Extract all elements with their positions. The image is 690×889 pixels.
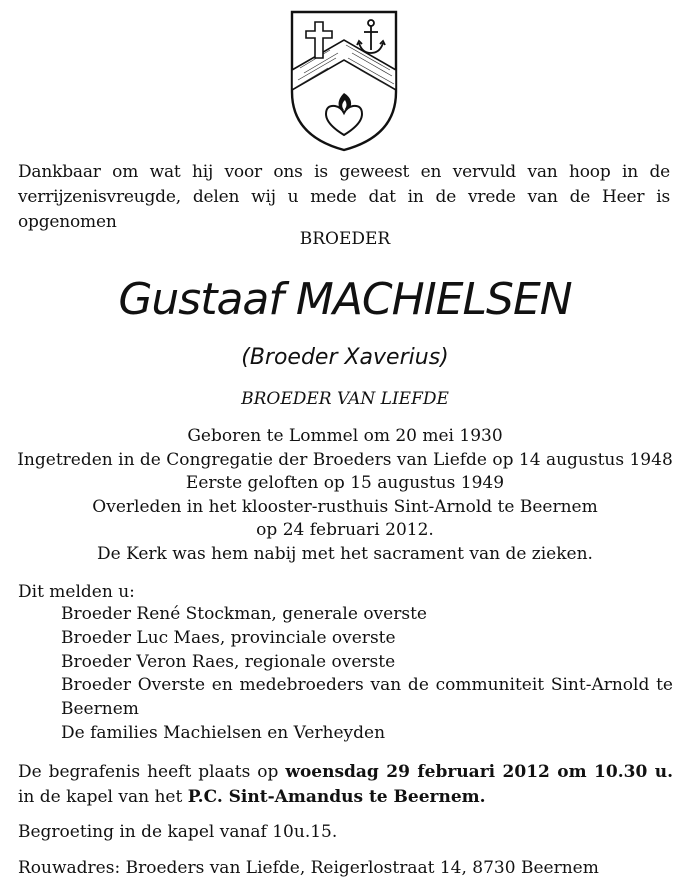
religious-name: (Broeder Xaverius) [241, 345, 449, 370]
funeral-prefix: De begrafenis heeft plaats op [18, 762, 279, 782]
list-item: Broeder Overste en medebroeders van de communiteit Sint-Arnold te [61, 675, 673, 696]
announced-by-heading: Dit melden u: [18, 582, 135, 602]
funeral-date-time: woensdag 29 februari 2012 om 10.30 u. [285, 762, 674, 782]
condolence-info: Begroeting in de kapel vanaf 10u.15. [18, 822, 338, 842]
death-place-line: Overleden in het klooster-rusthuis Sint-Arnold te Beernem [92, 496, 598, 517]
birth-line: Geboren te Lommel om 20 mei 1930 [187, 426, 503, 446]
coat-of-arms [290, 10, 398, 152]
list-item: Broeder Veron Raes, regionale overste [61, 651, 396, 672]
list-item: Beernem [61, 699, 139, 720]
list-item: Broeder René Stockman, generale overste [61, 604, 427, 624]
vows-line: Eerste geloften op 15 augustus 1949 [185, 473, 505, 493]
death-date-line: op 24 februari 2012. [256, 520, 434, 540]
funeral-mid: in de kapel van het [18, 787, 183, 807]
funeral-notice [18, 760, 673, 810]
mourning-address: Rouwadres: Broeders van Liefde, Reigerlostraat 14, 8730 Beernem [18, 858, 599, 878]
religious-order: BROEDER VAN LIEFDE [241, 389, 449, 409]
list-item: De families Machielsen en Verheyden [61, 722, 386, 743]
deceased-name: Gustaaf MACHIELSEN [118, 274, 572, 325]
sacrament-line: De Kerk was hem nabij met het sacrament van de zieken. [97, 543, 593, 564]
intro-text: Dankbaar om wat hij voor ons is geweest en vervuld van hoop in de verrijzenisvreugde, delen wij u mede dat in de vrede van de Heer is opgenomen [18, 162, 670, 232]
announced-by-list [61, 603, 673, 746]
list-item: Broeder Luc Maes, provinciale overste [61, 627, 396, 648]
deceased-title: BROEDER [299, 229, 391, 249]
entry-line: Ingetreden in de Congregatie der Broeders van Liefde op 14 augustus 1948 [17, 449, 673, 470]
biography [0, 425, 690, 566]
funeral-location: P.C. Sint-Amandus te Beernem. [187, 787, 486, 807]
